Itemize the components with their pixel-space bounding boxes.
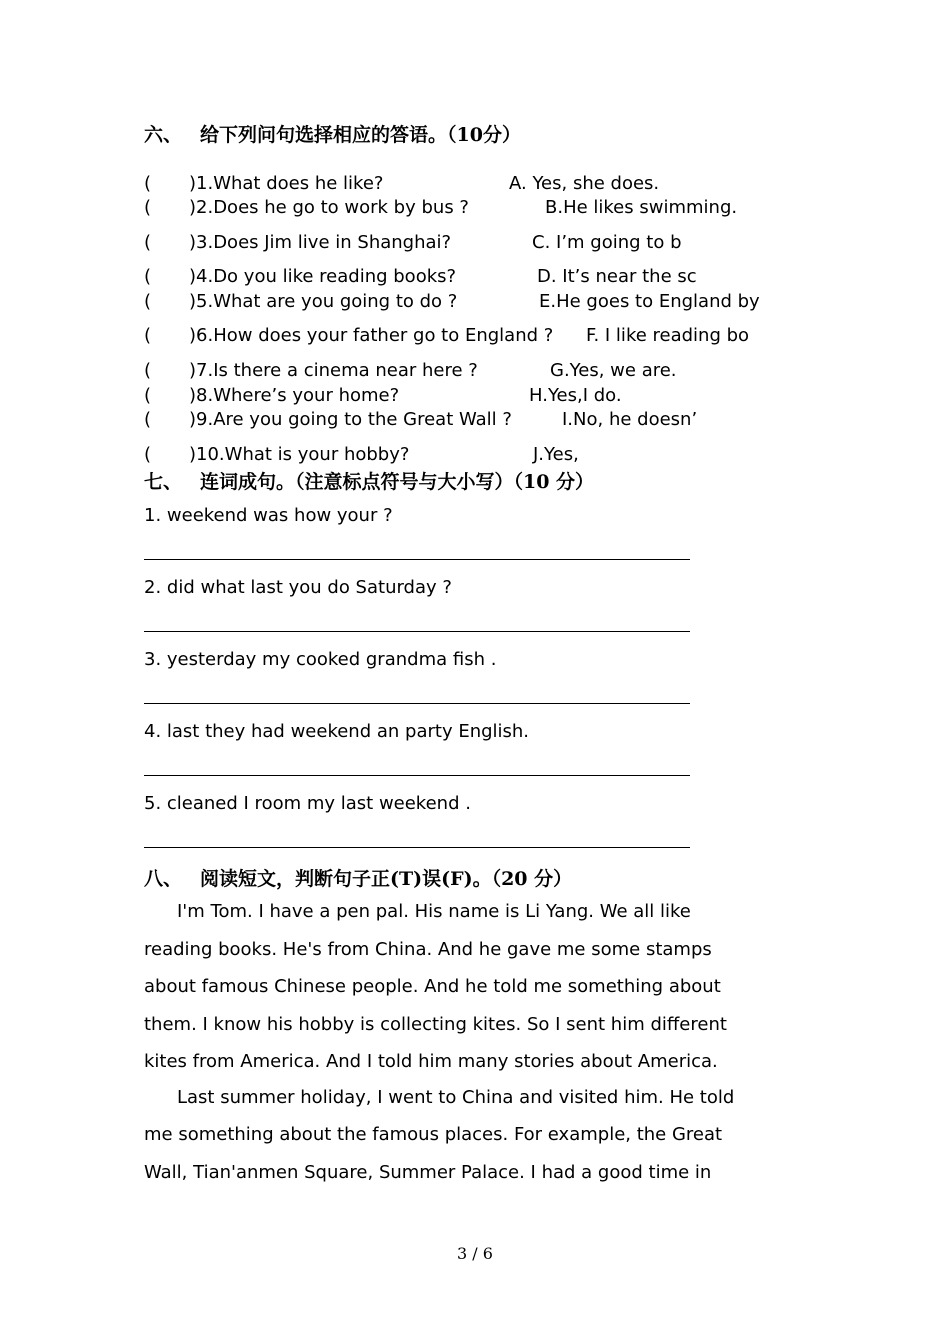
answer-option: G.Yes, we are. (550, 360, 677, 381)
answer-blank[interactable]: ( (144, 360, 152, 381)
question-text: )9.Are you going to the Great Wall ? (189, 409, 512, 430)
section-6-title: 给下列问句选择相应的答语。（10分） (200, 124, 521, 146)
passage-line-2: reading books. He's from China. And he gave me some stamps (144, 939, 712, 960)
answer-option: H.Yes,I do. (529, 385, 622, 406)
passage-line-3: about famous Chinese people. And he told me something about (144, 976, 721, 997)
answer-line-3[interactable] (144, 703, 690, 704)
answer-blank[interactable]: ( (144, 173, 152, 194)
answer-blank[interactable]: ( (144, 409, 152, 430)
passage-line-8: Wall, Tian'anmen Square, Summer Palace. I had a good time in (144, 1162, 712, 1183)
scrambled-sentence-5: 5. cleaned I room my last weekend . (144, 793, 471, 814)
answer-option: I.No, he doesn’ (562, 409, 698, 430)
question-text: )1.What does he like? (189, 173, 384, 194)
question-text: )2.Does he go to work by bus ? (189, 197, 469, 218)
answer-blank[interactable]: ( (144, 325, 152, 346)
passage-line-1: I'm Tom. I have a pen pal. His name is Li Yang. We all like (177, 901, 691, 922)
answer-option: C. I’m going to b (532, 232, 682, 253)
answer-blank[interactable]: ( (144, 266, 152, 287)
question-text: )8.Where’s your home? (189, 385, 400, 406)
scrambled-sentence-1: 1. weekend was how your ? (144, 505, 393, 526)
answer-line-5[interactable] (144, 847, 690, 848)
question-text: )10.What is your hobby? (189, 444, 410, 465)
answer-option: A. Yes, she does. (509, 173, 660, 194)
section-6-number: 六、 (144, 124, 183, 146)
answer-blank[interactable]: ( (144, 197, 152, 218)
passage-line-5: kites from America. And I told him many stories about America. (144, 1051, 718, 1072)
answer-option: D. It’s near the sc (537, 266, 697, 287)
section-7-title: 连词成句。（注意标点符号与大小写）（10 分） (200, 471, 595, 493)
answer-option: J.Yes, (533, 444, 579, 465)
scrambled-sentence-4: 4. last they had weekend an party English. (144, 721, 530, 742)
passage-line-7: me something about the famous places. For example, the Great (144, 1124, 723, 1145)
section-7-number: 七、 (144, 471, 183, 493)
answer-blank[interactable]: ( (144, 444, 152, 465)
answer-blank[interactable]: ( (144, 385, 152, 406)
answer-line-4[interactable] (144, 775, 690, 776)
answer-blank[interactable]: ( (144, 232, 152, 253)
answer-blank[interactable]: ( (144, 291, 152, 312)
answer-option: E.He goes to England by (539, 291, 760, 312)
answer-option: B.He likes swimming. (545, 197, 738, 218)
question-text: )7.Is there a cinema near here ? (189, 360, 478, 381)
section-8-title: 阅读短文，判断句子正(T)误(F)。（20 分） (200, 868, 573, 890)
answer-line-2[interactable] (144, 631, 690, 632)
passage-line-6: Last summer holiday, I went to China and visited him. He told (177, 1087, 735, 1108)
page-number: 3 / 6 (457, 1244, 493, 1263)
section-8-number: 八、 (144, 868, 183, 890)
question-text: )4.Do you like reading books? (189, 266, 457, 287)
question-text: )6.How does your father go to England ? (189, 325, 554, 346)
scrambled-sentence-3: 3. yesterday my cooked grandma fish . (144, 649, 497, 670)
scrambled-sentence-2: 2. did what last you do Saturday ? (144, 577, 452, 598)
section-6-heading (144, 120, 521, 147)
question-text: )3.Does Jim live in Shanghai? (189, 232, 452, 253)
answer-line-1[interactable] (144, 559, 690, 560)
section-8-heading (144, 864, 572, 891)
answer-option: F. I like reading bo (586, 325, 750, 346)
question-text: )5.What are you going to do ? (189, 291, 458, 312)
section-7-heading (144, 467, 594, 494)
passage-line-4: them. I know his hobby is collecting kites. So I sent him different (144, 1014, 727, 1035)
